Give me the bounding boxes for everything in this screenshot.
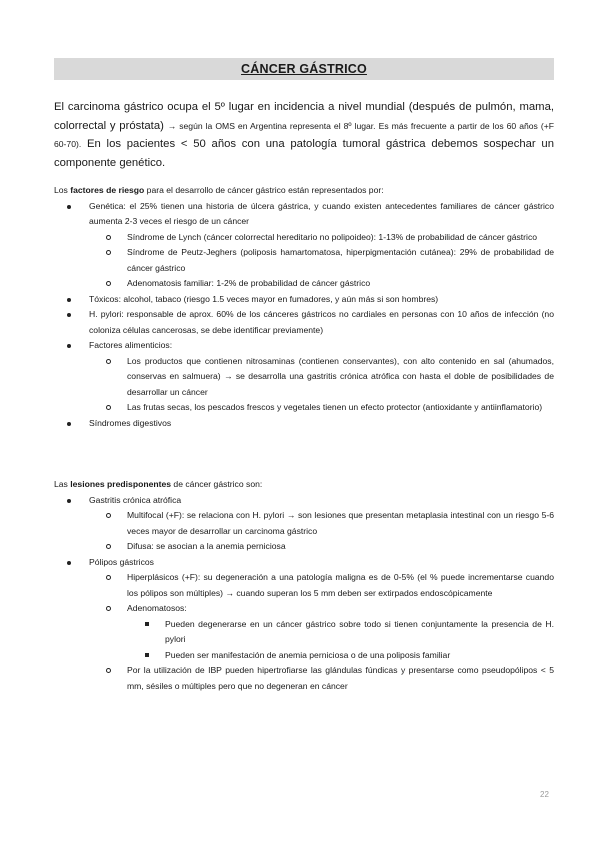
multifocal-text-b: son lesiones que presentan metaplasia intestinal con un riesgo 5-6 veces mayor de desarrollar un carcinoma gástrico <box>127 510 554 536</box>
list-item-sindromes: Síndromes digestivos <box>89 416 554 432</box>
list-item-alimenticios <box>89 338 554 416</box>
gastritis-text: Gastritis crónica atrófica <box>89 494 182 505</box>
list-item-gastritis <box>89 493 554 555</box>
risk-heading <box>54 183 554 199</box>
list-item-hiperplasicos <box>127 570 554 601</box>
risk-heading-pre: Los <box>54 185 71 195</box>
lesions-heading-post: de cáncer gástrico son: <box>171 479 263 489</box>
lesions-heading-bold: lesiones predisponentes <box>70 479 172 489</box>
lesions-section <box>54 477 554 694</box>
list-item-adenomatosos <box>127 601 554 663</box>
list-item-polipos <box>89 555 554 695</box>
list-item-adenomatosis: Adenomatosis familiar: 1-2% de probabilidad de cáncer gástrico <box>127 276 554 292</box>
risk-factors-section <box>54 183 554 431</box>
gastritis-sublist <box>127 508 554 555</box>
title-bar <box>54 58 554 80</box>
list-item-lynch: Síndrome de Lynch (cáncer colorrectal hereditario no polipoideo): 1-13% de probabilidad de cáncer gástrico <box>127 230 554 246</box>
list-item-multifocal <box>127 508 554 539</box>
lesions-list <box>89 493 554 695</box>
adenomatosos-sublist <box>165 617 554 664</box>
adenomatosos-text: Adenomatosos: <box>127 603 187 613</box>
arrow-icon: → <box>223 371 233 381</box>
intro-paragraph <box>54 98 554 172</box>
food-sublist <box>127 354 554 416</box>
alimenticios-text: Factores alimenticios: <box>89 340 173 350</box>
list-item-peutz: Síndrome de Peutz-Jeghers (poliposis hamartomatosa, hiperpigmentación cutánea): 29% de probabilidad de cáncer gástrico <box>127 245 554 276</box>
risk-heading-bold: factores de riesgo <box>70 185 145 195</box>
hiperplasicos-text-a: Hiperplásicos (+F): su degeneración a una patología maligna es de 0-5% (el % puede incrementarse cuando los pólipos son múltiples) <box>127 572 554 598</box>
arrow-icon: → <box>225 587 234 598</box>
list-item-degenerarse: Pueden degenerarse en un cáncer gástrico sobre todo si tienen conjuntamente la presencia de H. pylori <box>165 617 554 648</box>
list-item-genetica <box>89 199 554 292</box>
list-item-nitrosaminas <box>127 354 554 401</box>
intro-text-2: según la OMS en Argentina representa el 8º lugar. Es más frecuente a partir de los 60 años (+F 60-70). <box>54 120 554 149</box>
intro-text-3: En los pacientes < 50 años con una patología tumoral gástrica debemos sospechar un componente genético. <box>54 138 554 169</box>
risk-list <box>89 199 554 432</box>
list-item-toxicos: Tóxicos: alcohol, tabaco (riesgo 1.5 veces mayor en fumadores, y aún más si son hombres) <box>89 292 554 308</box>
intro-text-1: El carcinoma gástrico ocupa el 5º lugar en incidencia a nivel mundial (después de pulmón, mama, colorrectal y próstata) <box>54 101 554 132</box>
hiperplasicos-text-b: cuando superan los 5 mm deben ser extirpados endoscópicamente <box>234 587 493 598</box>
list-item-ibp: Por la utilización de IBP pueden hipertrofiarse las glándulas fúndicas y presentarse como pseudopólipos < 5 mm, sésiles o múltiples pero que no degeneran en cáncer <box>127 663 554 694</box>
arrow-icon: → <box>286 510 296 520</box>
arrow-icon: → <box>167 120 177 131</box>
polipos-text: Pólipos gástricos <box>89 556 154 567</box>
page-number: 22 <box>540 790 549 799</box>
list-item-hpylori: H. pylori: responsable de aprox. 60% de los cánceres gástricos no cardiales en personas con 10 años de infección (no coloniza células cancerosas, se debe identificar previamente) <box>89 307 554 338</box>
lesions-heading-pre: Las <box>54 479 71 489</box>
list-item-manifestacion: Pueden ser manifestación de anemia perniciosa o de una poliposis familiar <box>165 648 554 664</box>
page-title: CÁNCER GÁSTRICO <box>241 62 367 76</box>
list-item-difusa: Difusa: se asocian a la anemia perniciosa <box>127 539 554 555</box>
list-item-frutas: Las frutas secas, los pescados frescos y vegetales tienen un efecto protector (antioxidante y antiinflamatorio) <box>127 400 554 416</box>
risk-heading-post: para el desarrollo de cáncer gástrico están representados por: <box>144 185 384 195</box>
lesions-heading <box>54 477 554 493</box>
multifocal-text-a: Multifocal (+F): se relaciona con H. pylori <box>127 510 287 520</box>
nitrosaminas-text-a: Los productos que contienen nitrosaminas (contienen conservantes), con alto contenido en sal (ahumados, conservas en salmuera) <box>127 355 554 381</box>
genetica-text: Genética: el 25% tienen una historia de úlcera gástrica, y cuando existen antecedentes familiares de cáncer gástrico aumenta 2-3 veces el riesgo de un cáncer <box>89 200 554 226</box>
nitrosaminas-text-b: se desarrolla una gastritis crónica atrófica con hasta el doble de posibilidades de desarrollar un cáncer <box>127 371 554 397</box>
polipos-sublist <box>127 570 554 694</box>
genetic-sublist <box>127 230 554 292</box>
